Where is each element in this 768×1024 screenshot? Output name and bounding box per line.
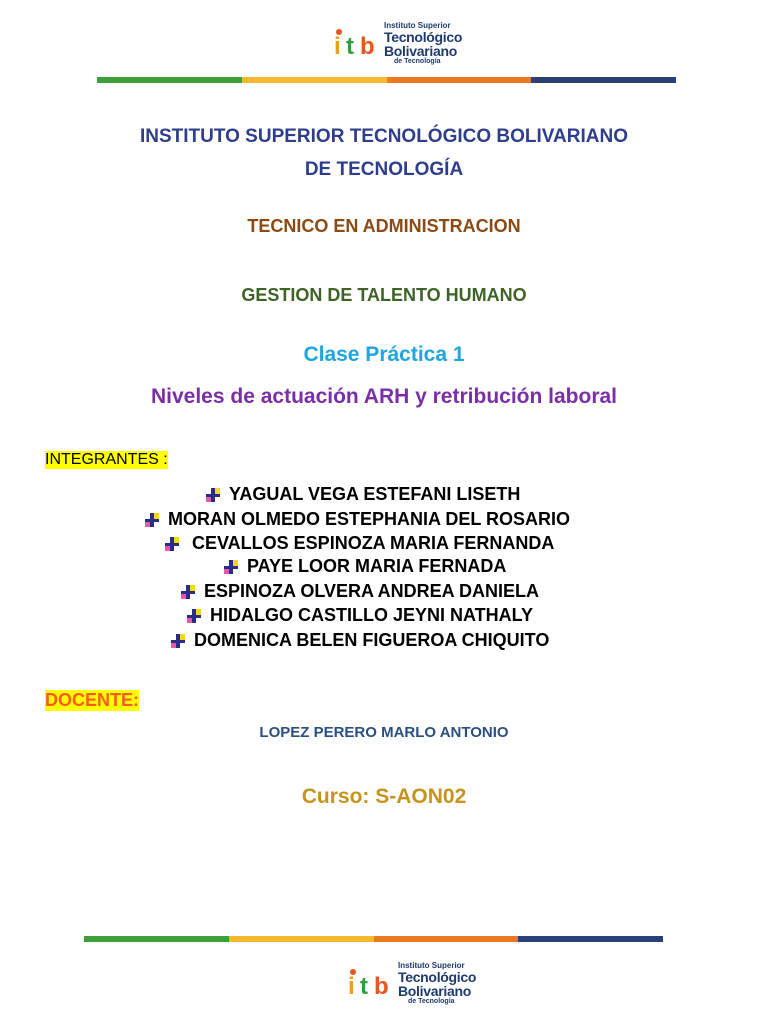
member-item: CEVALLOS ESPINOZA MARIA FERNANDA bbox=[164, 533, 554, 554]
topic-title: Niveles de actuación ARH y retribución laboral bbox=[150, 385, 618, 408]
bar-segment-blue bbox=[531, 77, 676, 83]
institution-name: INSTITUTO SUPERIOR TECNOLÓGICO BOLIVARIANO DE TECNOLOGÍA bbox=[139, 126, 629, 180]
color-bar-bottom bbox=[84, 936, 663, 942]
bar-segment-orange bbox=[387, 77, 532, 83]
bar-segment-green bbox=[97, 77, 242, 83]
bar-segment-blue bbox=[518, 936, 663, 942]
career-title: TECNICO EN ADMINISTRACION bbox=[247, 216, 521, 236]
itb-logo-mark: i t b bbox=[348, 969, 394, 999]
bullet-icon bbox=[180, 584, 196, 600]
bullet-icon bbox=[223, 559, 239, 575]
member-item: PAYE LOOR MARIA FERNADA bbox=[223, 556, 506, 577]
bullet-icon bbox=[205, 487, 221, 503]
institute-logo-top bbox=[334, 22, 462, 65]
members-label: INTEGRANTES : bbox=[45, 451, 168, 468]
bullet-icon bbox=[164, 536, 180, 552]
bar-segment-yellow bbox=[242, 77, 387, 83]
teacher-label: DOCENTE: bbox=[45, 690, 139, 710]
member-item: YAGUAL VEGA ESTEFANI LISETH bbox=[205, 484, 520, 505]
course-code: Curso: S-AON02 bbox=[301, 785, 467, 808]
bar-segment-yellow bbox=[229, 936, 374, 942]
logo-text: Instituto Superior Tecnológico Bolivariano de Tecnología bbox=[398, 961, 477, 1005]
bar-segment-orange bbox=[374, 936, 519, 942]
logo-text: Instituto Superior Tecnológico Bolivariano de Tecnología bbox=[384, 21, 463, 65]
member-item: DOMENICA BELEN FIGUEROA CHIQUITO bbox=[170, 630, 549, 651]
bullet-icon bbox=[170, 633, 186, 649]
member-item: HIDALGO CASTILLO JEYNI NATHALY bbox=[186, 605, 533, 626]
class-title: Clase Práctica 1 bbox=[303, 343, 465, 366]
color-bar-top bbox=[97, 77, 676, 83]
itb-logo-mark: i t b bbox=[334, 29, 380, 59]
bullet-icon bbox=[144, 512, 160, 528]
member-item: ESPINOZA OLVERA ANDREA DANIELA bbox=[180, 581, 539, 602]
bar-segment-green bbox=[84, 936, 229, 942]
subject-title: GESTION DE TALENTO HUMANO bbox=[241, 285, 527, 305]
institute-logo-bottom bbox=[348, 962, 476, 1005]
member-item: MORAN OLMEDO ESTEPHANIA DEL ROSARIO bbox=[144, 509, 570, 530]
teacher-name: LOPEZ PERERO MARLO ANTONIO bbox=[259, 724, 509, 741]
bullet-icon bbox=[186, 608, 202, 624]
